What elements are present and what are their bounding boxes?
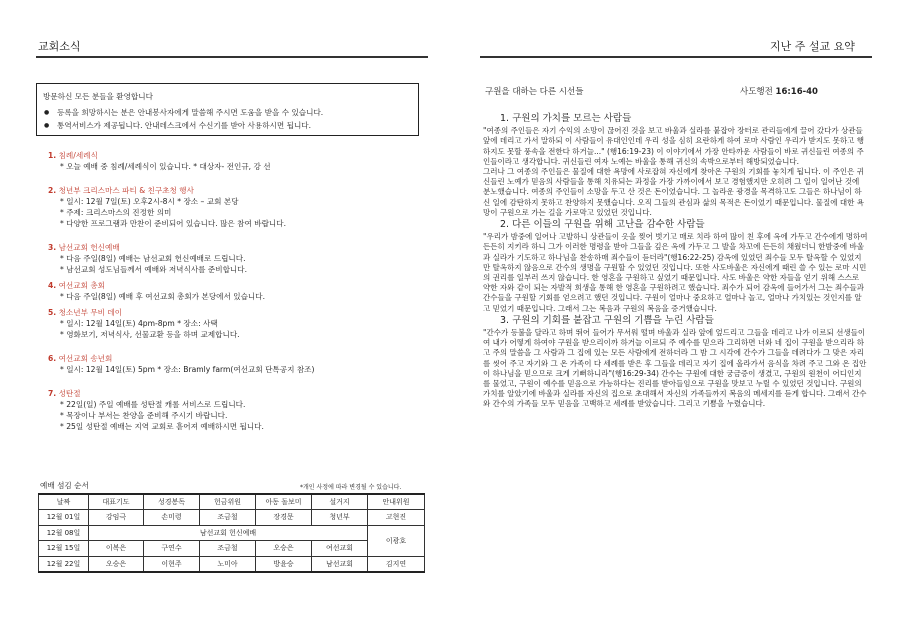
table-header-cell: 대표기도 xyxy=(89,494,144,510)
news-line: * 일시: 12월 7일(토) 오후2시-8시 * 장소 – 교회 본당 xyxy=(60,197,239,206)
page-title-news: 교회소식 xyxy=(38,40,81,53)
welcome-item: ● 통역서비스가 제공됩니다. 안내데스크에서 수신기를 받아 사용하시면 됩니다. xyxy=(43,119,412,132)
news-list xyxy=(48,150,428,435)
news-number: 4. xyxy=(48,281,57,290)
service-schedule-table xyxy=(38,493,425,573)
table-cell: 장경문 xyxy=(256,510,312,526)
table-cell: 고현진 xyxy=(368,510,425,526)
table-cell: 12월 15일 xyxy=(39,541,89,557)
news-line: * 주제: 크리스마스의 진정한 의미 xyxy=(60,208,172,217)
table-header-cell: 성경봉독 xyxy=(144,494,200,510)
table-cell: 12월 22일 xyxy=(39,556,89,572)
news-line: * 일시: 12월 14일(토) 4pm-8pm * 장소: 사택 xyxy=(60,319,218,328)
table-cell: 이광호 xyxy=(368,525,425,556)
table-row xyxy=(39,541,425,557)
table-cell: 김지연 xyxy=(368,556,425,572)
table-cell: 청년부 xyxy=(312,510,368,526)
news-item xyxy=(48,388,428,432)
table-header-row xyxy=(39,494,425,510)
news-number: 2. xyxy=(48,186,57,195)
news-item xyxy=(48,150,428,172)
table-cell: 구연수 xyxy=(144,541,200,557)
table-row xyxy=(39,510,425,526)
news-line: * 남선교회 성도님들께서 예배와 저녁식사를 준비합니다. xyxy=(60,265,247,274)
sermon-subtitle: 구원을 대하는 다른 시선들 xyxy=(485,87,584,97)
table-cell: 12월 08일 xyxy=(39,525,89,541)
table-header-cell: 헌금위원 xyxy=(200,494,256,510)
header-divider xyxy=(480,56,872,58)
welcome-box xyxy=(36,83,419,136)
news-line: * 오늘 예배 중 침례/세례식이 있습니다. * 대상자- 전인규, 강 선 xyxy=(60,162,271,171)
sermon-point-heading: 1. 구원의 가치를 모르는 사람들 xyxy=(500,113,632,124)
table-cell: 노미아 xyxy=(200,556,256,572)
news-line: * 22일(일) 주일 예배를 성탄절 캐롤 서비스로 드립니다. xyxy=(60,400,246,409)
table-cell: 조금철 xyxy=(200,541,256,557)
table-cell: 오승은 xyxy=(256,541,312,557)
news-number: 6. xyxy=(48,354,57,363)
news-item xyxy=(48,280,428,302)
table-header-cell: 아동 돌보미 xyxy=(256,494,312,510)
page-title-sermon: 지난 주 설교 요약 xyxy=(770,40,855,53)
sermon-paragraph: "우리가 밤중에 일어나 고발하니 상관들이 옷을 찢어 벗기고 매로 치라 하여 많이 친 후에 옥에 가두고 간수에게 명하여 든든히 지키라 하니 그가 이러한 명령을 받아 그들을 깊은 옥에 가두고 그 발을 차꼬에 든든히 채웠더니 한밤중에 바울과 실라가 기도하고 하나님을 찬송하매 죄수들이 듣더라"(행16:22-25) 감옥에 있었던 죄수들 모두 탈옥할 수 있었지만 탈옥하지 않음으로 간수의 생명을 구원할 수 있었던 것입니다. 또한 사도바울은 자신에게 때린 쓸 수 있는 로마 시민의 권리를 일부러 쓰지 않습니다. 한 영혼을 구원하고 싶었기 때문입니다. 사도 바울은 약한 자들을 얻기 위해 스스로 약한 자와 같이 되는 자발적 희생을 통해 한 영혼을 구원하려고 했습니다. 죄수가 되어 감옥에 들어가서 그는 죄수들과 간수들을 구원할 기회를 얻으려고 했던 것입니다. 구원이 얼마나 중요하고 얼마나 놀고, 얼마나 가치있는 것인지를 알고 믿었기 때문입니다. 그래서 그는 복음과 구원의 복음을 증거했습니다. xyxy=(483,232,868,313)
table-cell: 강임극 xyxy=(89,510,144,526)
welcome-item: ● 등록을 희망하시는 분은 안내봉사자에게 말씀해 주시면 도움을 받을 수 있습니다. xyxy=(43,106,412,119)
news-title: 남선교회 헌신예배 xyxy=(58,243,120,252)
table-cell: 여선교회 xyxy=(312,541,368,557)
news-number: 3. xyxy=(48,243,57,252)
table-cell: 이현주 xyxy=(144,556,200,572)
sermon-paragraph: 그러나 그 여종의 주인들은 물질에 대한 욕망에 사로잡혀 자신에게 찾아온 구원의 기회를 놓치게 됩니다. 이 주인은 귀신들린 노예가 믿음의 사람들을 통해 치유되는 과정을 가장 가까이에서 보고 경험했지만 오히려 그 일이 일어난 것에 분노했습니다. 여종의 주인들이 소망을 두고 산 것은 돈이었습니다. 그 놀라운 광경을 목격하고도 그들은 하나님이 하신 일에 감탄하지 못하고 찬양하지 못했습니다. 오직 그들의 관심과 삶의 목적은 돈이었기 때문입니다. 물질에 대한 욕망이 구원으로 가는 길을 가로막고 있었던 것입니다. xyxy=(483,167,865,217)
news-title: 여선교회 송년회 xyxy=(58,354,113,363)
news-line: * 다음 주일(8일) 예배 후 여선교회 총회가 본당에서 있습니다. xyxy=(60,292,265,301)
welcome-title: 방문하신 모든 분들을 환영합니다 xyxy=(43,92,153,101)
table-cell: 방윤승 xyxy=(256,556,312,572)
sermon-point-heading: 3. 구원의 기회를 붙잡고 구원의 기쁨을 누린 사람들 xyxy=(500,314,714,326)
table-cell-merged: 남선교회 헌신예배 xyxy=(89,525,368,541)
news-item xyxy=(48,185,428,229)
news-number: 7. xyxy=(48,389,57,398)
news-item xyxy=(48,242,428,275)
sermon-body xyxy=(483,112,868,410)
news-line: * 다음 주일(8일) 예배는 남선교회 헌신예배로 드립니다. xyxy=(60,254,246,263)
table-header-cell: 설거지 xyxy=(312,494,368,510)
schedule-note: *개인 사정에 따라 변경될 수 있습니다. xyxy=(300,484,402,491)
schedule-title: 예배 섬김 순서 xyxy=(40,481,89,490)
news-number: 5. xyxy=(48,308,57,317)
table-cell: 조금철 xyxy=(200,510,256,526)
news-number: 1. xyxy=(48,151,57,160)
welcome-list xyxy=(43,106,412,132)
news-title: 성탄절 xyxy=(58,389,81,398)
scripture-reference: 사도행전 16:16-40 xyxy=(740,87,818,97)
news-line: * 다양한 프로그램과 만찬이 준비되어 있습니다. 많은 참여 바랍니다. xyxy=(60,219,286,228)
news-title: 여선교회 총회 xyxy=(58,281,106,290)
news-title: 청년부 크리스마스 파티 & 친구초청 행사 xyxy=(58,186,194,195)
table-cell: 손미령 xyxy=(144,510,200,526)
table-row xyxy=(39,556,425,572)
news-line: * 일시: 12월 14일(토) 5pm * 장소: Bramly farm(여선교회 단톡공지 참조) xyxy=(60,365,315,374)
news-title: 청소년부 무비 데이 xyxy=(58,308,123,317)
table-cell: 남선교회 xyxy=(312,556,368,572)
table-row xyxy=(39,525,425,541)
table-header-cell: 날짜 xyxy=(39,494,89,510)
news-line: * 영화보기, 저녁식사, 선물교환 등을 하며 교제합니다. xyxy=(60,330,240,339)
sermon-point-heading: 2. 다른 이들의 구원을 위해 고난을 감수한 사람들 xyxy=(500,219,705,231)
table-cell: 오승은 xyxy=(89,556,144,572)
news-line: * 목장이나 부서는 찬양을 준비해 주시기 바랍니다. xyxy=(60,411,228,420)
news-line: * 25일 성탄절 예배는 지역 교회로 흩어져 예배하시면 됩니다. xyxy=(60,422,264,431)
table-header-cell: 안내위원 xyxy=(368,494,425,510)
table-cell: 이복은 xyxy=(89,541,144,557)
sermon-paragraph: "여종의 주인들은 자기 수익의 소망이 끊어진 것을 보고 바울과 실라를 붙잡아 장터로 관리들에게 끌어 갔다가 상관들 앞에 데리고 가서 말하되 이 사람들이 유대인인데 우리 성을 심히 요란하게 하여 로마 사람인 우리가 받지도 못하고 행하지도 못할 풍속을 전한다 하거늘..." (행16:19-23) 이 이야기에서 가장 안타까운 사람들이 바로 귀신들린 여종의 주인들이라고 생각합니다. 귀신들린 여자 노예는 바울을 통해 귀신의 속박으로부터 해방되었습니다. xyxy=(483,126,865,166)
news-title: 침례/세례식 xyxy=(58,151,98,160)
table-cell: 12월 01일 xyxy=(39,510,89,526)
header-divider xyxy=(36,56,428,58)
sermon-paragraph: "간수가 등불을 달라고 하며 뛰어 들어가 무서워 떨며 바울과 실라 앞에 엎드리고 그들을 데리고 나가 이르되 선생들이여 내가 어떻게 하여야 구원을 받으리이까 하거늘 이르되 주 예수를 믿으라 그리하면 너와 네 집이 구원을 받으리라 하고 주의 말씀을 그 사람과 그 집에 있는 모든 사람에게 전하더라 그 밤 그 시각에 간수가 그들을 데려다가 그 맞은 자리를 씻어 주고 자기와 그 온 가족이 다 세례를 받은 후 그들을 데리고 자기 집에 올라가서 음식을 차려 주고 그와 온 집안이 하나님을 믿으므로 크게 기뻐하니라"(행16:29-34) 간수는 구원에 대한 궁금증이 생겼고, 구원의 원천이 어디인지를 물었고, 구원이 예수를 믿음으로 가능하다는 진리를 받아들임으로 구원을 맛보고 누릴 수 있었던 것입니다. 구원의 가치를 알았기에 바울과 실라를 자신의 집으로 초대해서 자신의 가족들까지 복음의 메세지를 듣게 합니다. 그래서 간수와 간수의 가족들 모두 믿음을 고백하고 세례를 받았습니다. 그리고 기쁨을 누렸습니다. xyxy=(483,328,867,409)
news-item xyxy=(48,353,428,375)
news-item xyxy=(48,307,428,340)
